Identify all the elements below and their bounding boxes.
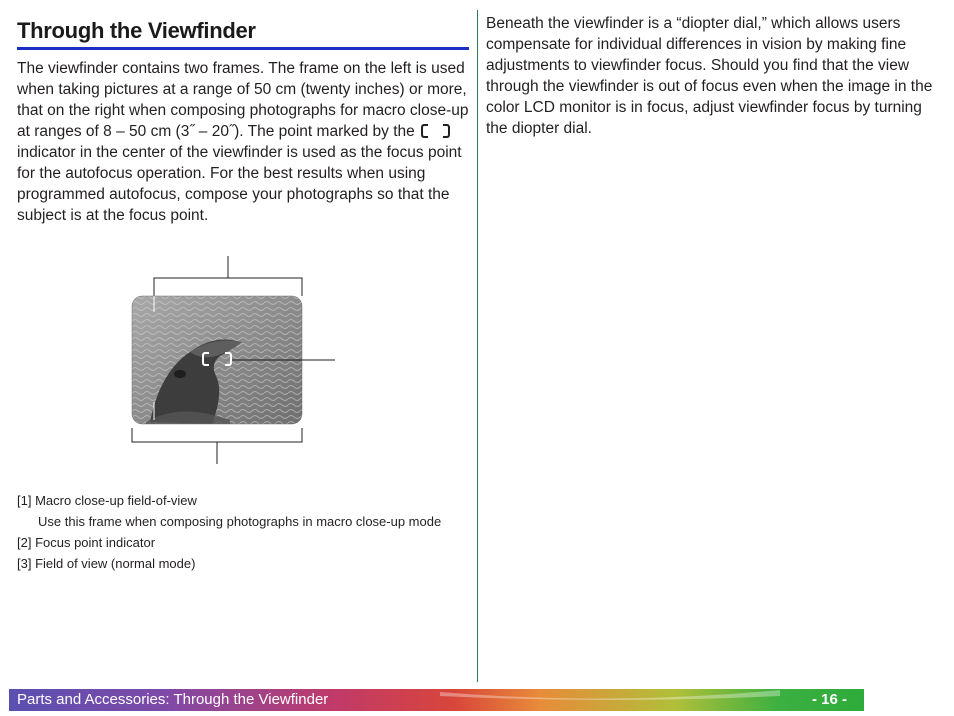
viewfinder-diagram: [120, 252, 350, 472]
macro-frame-bracket: [154, 278, 302, 296]
intro-text-part-1: The viewfinder contains two frames. The frame on the left is used when taking pictures at a range of 50 cm (twenty inches) or more, that on the right when composing photographs for macro close-up at ranges of 8 – 50 cm (3˝ – 20˝). The point marked by the: [17, 60, 469, 140]
legend-item: [1] Macro close-up field-of-view: [17, 493, 197, 508]
footer-swoosh-decoration: [440, 686, 780, 702]
diopter-dial-paragraph: Beneath the viewfinder is a “diopter dial,” which allows users compensate for individual differences in vision by making fine adjustments to viewfinder focus. Should you find that the view through the viewfinder is out of focus even when the image in the color LCD monitor is in focus, adjust viewfinder focus by turning the diopter dial.: [486, 15, 933, 137]
intro-text-part-2: indicator in the center of the viewfinder is used as the focus point for the autofocus operation. For the best results when using programmed autofocus, compose your photographs so that the subject is at the focus point.: [17, 144, 462, 224]
diagram-legend: [17, 490, 487, 574]
page-title: Through the Viewfinder: [17, 18, 256, 43]
column-divider: [477, 10, 478, 682]
legend-item: [2] Focus point indicator: [17, 535, 156, 550]
title-underline: [17, 47, 469, 50]
focus-point-bracket-icon: [419, 124, 453, 138]
legend-item: [3] Field of view (normal mode): [17, 556, 196, 571]
left-column: [17, 16, 470, 226]
legend-item-description: Use this frame when composing photographs in macro close-up mode: [38, 514, 442, 529]
footer-page-number: - 16 -: [812, 691, 848, 708]
footer-section-title: Parts and Accessories: Through the Viewfinder: [17, 691, 329, 708]
normal-frame-bracket: [132, 428, 302, 442]
right-column: [486, 13, 936, 139]
viewfinder-intro-paragraph: [17, 58, 470, 226]
